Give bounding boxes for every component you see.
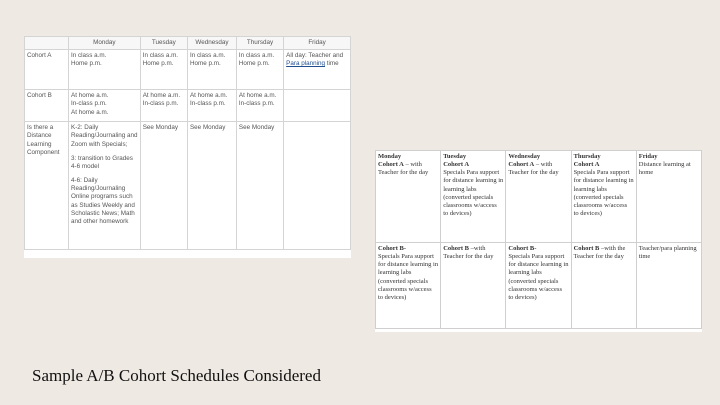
table-cell <box>236 50 283 90</box>
table-cell <box>187 90 236 122</box>
cell-line: 3: transition to Grades 4-6 model <box>71 154 133 170</box>
table-cell <box>506 243 571 329</box>
cohort-label: Cohort A <box>443 161 470 169</box>
header-cell: Tuesday <box>140 37 187 50</box>
cell-line: time <box>326 60 339 68</box>
table-row <box>376 151 702 243</box>
table-cell <box>187 50 236 90</box>
table-cell: See Monday <box>236 122 283 250</box>
cell-line: In class a.m. <box>238 52 275 60</box>
table-cell <box>69 122 141 250</box>
cell-line: K-2: Daily Reading/Journaling and Zoom with Specials; <box>71 124 138 148</box>
cell-line: In-class p.m. <box>142 100 179 108</box>
cell-text: Distance learning at home <box>638 161 691 177</box>
cell-line: In-class p.m. <box>189 100 226 108</box>
cohort-label: Cohort B- <box>378 245 406 252</box>
cell-text: –with the Teacher for the day <box>573 245 626 261</box>
cell-line: At home a.m. <box>238 92 277 100</box>
label-line: Distance <box>27 132 52 140</box>
slide-caption: Sample A/B Cohort Schedules Considered <box>32 366 321 385</box>
cell-line: At home a.m. <box>71 108 109 116</box>
table-row <box>376 243 702 329</box>
cell-text: Specials Para support for distance learning in learning labs (converted specials classrooms w/access to devices) <box>573 169 634 217</box>
table-cell <box>236 90 283 122</box>
table-cell <box>140 90 187 122</box>
cell-line: In class a.m. <box>189 52 226 60</box>
table-cell <box>284 90 351 122</box>
table-header-row <box>25 37 351 50</box>
label-line: Is there a <box>27 124 54 132</box>
cell-text: Specials Para support for distance learning in learning labs (converted specials classrooms w/access to devices) <box>378 253 439 301</box>
cohort-label: Cohort A <box>378 161 404 169</box>
table-cell <box>69 90 141 122</box>
cell-text: – with Teacher for the day <box>378 161 429 177</box>
cell-line: All day: Teacher and <box>286 52 344 60</box>
cell-line: In-class p.m. <box>71 100 107 108</box>
row-label <box>25 122 69 250</box>
table-cell <box>376 243 441 329</box>
right-schedule-table <box>375 150 702 329</box>
cohort-label: Cohort B- <box>508 245 537 252</box>
left-schedule-image <box>24 36 351 258</box>
cell-line: 4-6: Daily Reading/Journaling Online programs such as Studies Weekly and Scholastic News; Math and other homework <box>71 177 135 225</box>
table-cell <box>140 50 187 90</box>
cell-text: Teacher/para planning time <box>638 245 697 261</box>
table-cell: See Monday <box>187 122 236 250</box>
cell-line: In class a.m. <box>71 52 107 60</box>
day-header: Tuesday <box>443 153 467 160</box>
table-cell <box>636 243 701 329</box>
cell-text: – with Teacher for the day <box>508 161 559 177</box>
header-cell: Friday <box>284 37 351 50</box>
cohort-label: Cohort B <box>443 245 470 252</box>
cell-line: Home p.m. <box>238 60 270 68</box>
table-cell <box>571 243 636 329</box>
table-cell <box>571 151 636 243</box>
cohort-label: Cohort A <box>573 161 600 169</box>
table-cell: See Monday <box>140 122 187 250</box>
cell-text: Specials Para support for distance learning in learning labs (converted specials classrooms w/access to devices) <box>443 169 504 217</box>
cell-line: In-class p.m. <box>238 100 275 108</box>
right-schedule-image <box>375 150 702 332</box>
table-cell <box>441 243 506 329</box>
cell-line: Home p.m. <box>189 60 221 68</box>
header-cell <box>25 37 69 50</box>
cohort-label: Cohort B <box>573 245 600 252</box>
table-row <box>25 50 351 90</box>
cell-line: Home p.m. <box>71 60 102 68</box>
para-planning-link[interactable]: Para planning <box>286 60 326 68</box>
day-header: Wednesday <box>508 153 541 160</box>
table-cell <box>284 122 351 250</box>
row-label: Cohort A <box>25 50 69 90</box>
cell-line: At home a.m. <box>142 92 181 100</box>
cohort-label: Cohort A <box>508 161 535 169</box>
day-header: Monday <box>378 153 402 160</box>
cell-line: Home p.m. <box>142 60 174 68</box>
cell-text: Specials Para support for distance learning in learning labs (converted specials classrooms w/access to devices) <box>508 253 569 301</box>
header-cell: Monday <box>69 37 141 50</box>
day-header: Friday <box>638 153 658 160</box>
table-cell <box>376 151 441 243</box>
table-cell <box>69 50 141 90</box>
table-cell <box>636 151 701 243</box>
table-cell <box>284 50 351 90</box>
header-cell: Wednesday <box>187 37 236 50</box>
cell-line: At home a.m. <box>71 92 109 100</box>
table-cell <box>441 151 506 243</box>
label-line: Learning <box>27 140 52 148</box>
cell-line: In class a.m. <box>142 52 179 60</box>
table-row <box>25 122 351 250</box>
left-schedule-table <box>24 36 351 250</box>
cell-text: –with Teacher for the day <box>443 245 494 261</box>
label-line: Component <box>27 148 60 156</box>
row-label: Cohort B <box>25 90 69 122</box>
header-cell: Thursday <box>236 37 283 50</box>
cell-line: At home a.m. <box>189 92 228 100</box>
table-row <box>25 90 351 122</box>
day-header: Thursday <box>573 153 601 160</box>
table-cell <box>506 151 571 243</box>
